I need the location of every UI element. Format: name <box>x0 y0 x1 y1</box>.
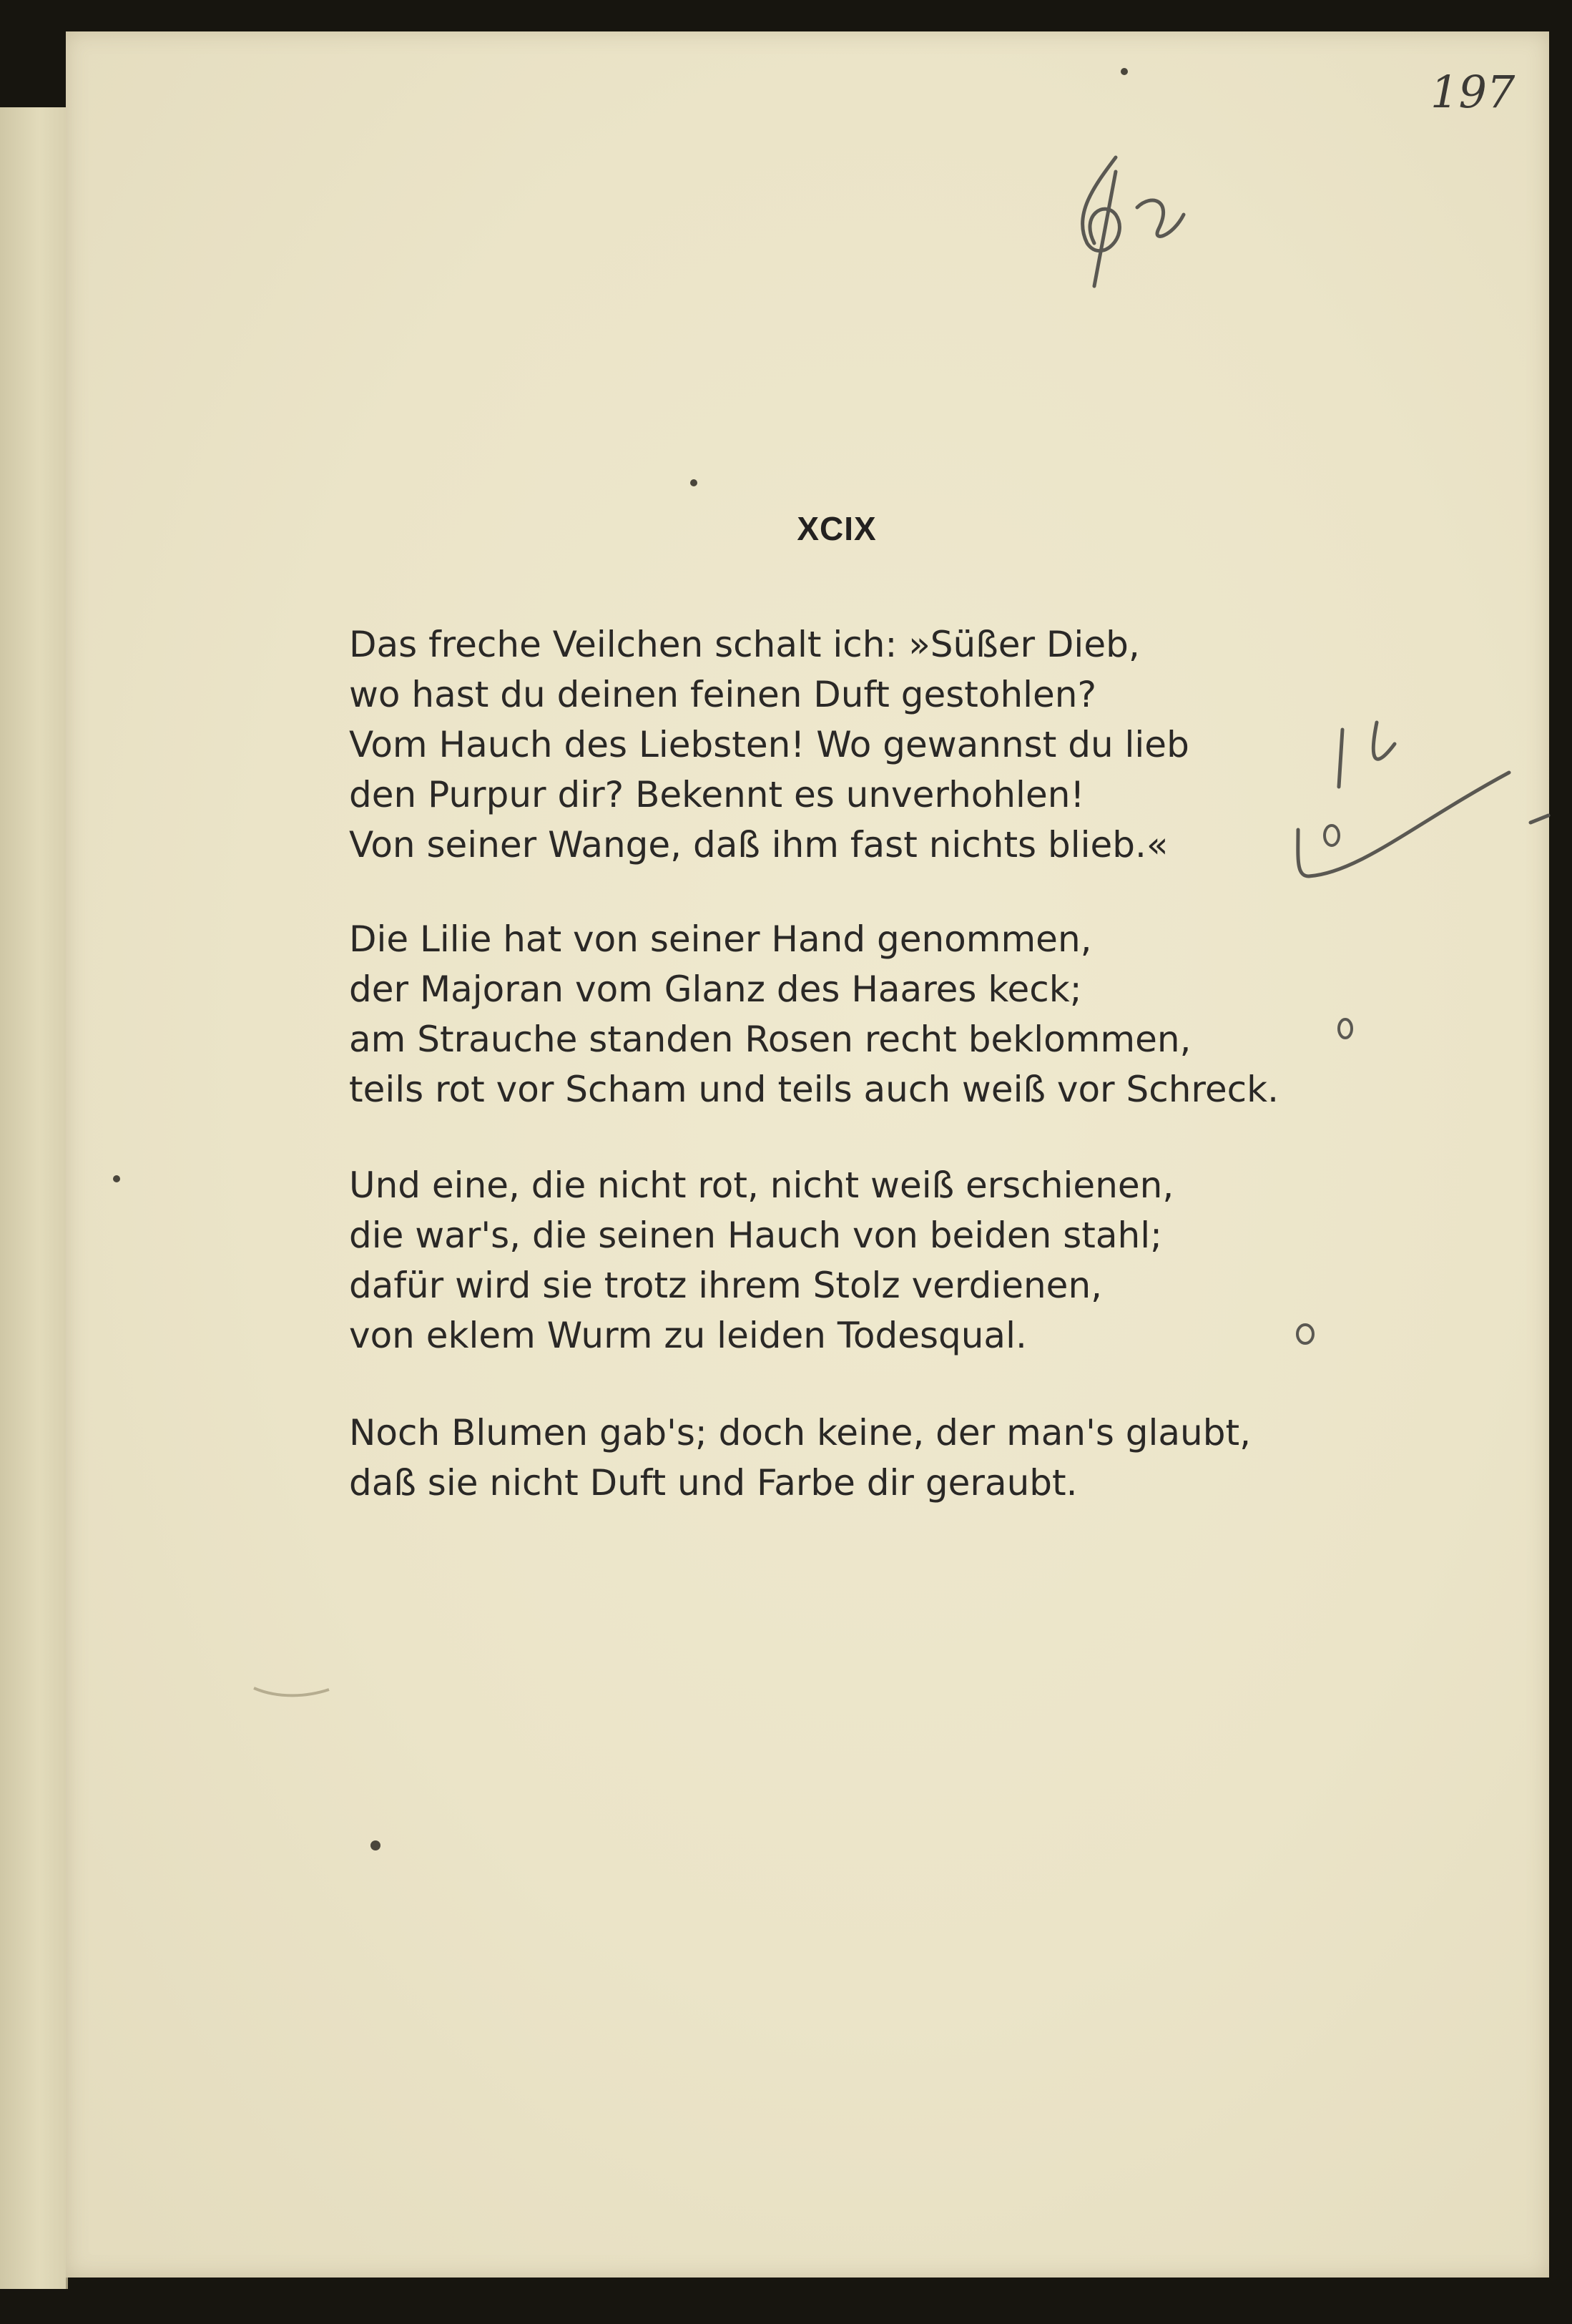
poem-line: Noch Blumen gab's; doch keine, der man's glaubt, <box>349 1412 1251 1453</box>
left-page-edge <box>0 107 68 2289</box>
poem-line: Vom Hauch des Liebsten! Wo gewannst du lieb <box>349 724 1189 765</box>
poem-line: von eklem Wurm zu leiden Todesqual. <box>349 1315 1027 1356</box>
stanza-4 <box>349 1408 1251 1508</box>
poem-line: am Strauche standen Rosen recht beklommen, <box>349 1019 1192 1060</box>
poem-line: Und eine, die nicht rot, nicht weiß erschienen, <box>349 1165 1174 1206</box>
poem-line: Das freche Veilchen schalt ich: »Süßer Dieb, <box>349 624 1140 665</box>
stanza-3 <box>349 1160 1174 1360</box>
poem-line: teils rot vor Scham und teils auch weiß vor Schreck. <box>349 1069 1279 1110</box>
poem-line: daß sie nicht Duft und Farbe dir geraubt. <box>349 1462 1078 1504</box>
stanza-2 <box>349 914 1279 1114</box>
poem-line: dafür wird sie trotz ihrem Stolz verdienen, <box>349 1265 1103 1306</box>
poem-line: wo hast du deinen feinen Duft gestohlen? <box>349 674 1097 715</box>
page-number: 197 <box>1430 66 1515 118</box>
poem-line: der Majoran vom Glanz des Haares keck; <box>349 969 1082 1010</box>
poem-line: die war's, die seinen Hauch von beiden stahl; <box>349 1215 1162 1256</box>
poem-line: Die Lilie hat von seiner Hand genommen, <box>349 918 1092 960</box>
book-page <box>66 31 1549 2278</box>
poem-line: Von seiner Wange, daß ihm fast nichts blieb.« <box>349 824 1169 866</box>
poem-heading: XCIX <box>797 510 877 547</box>
stanza-1 <box>349 619 1189 870</box>
poem-line: den Purpur dir? Bekennt es unverhohlen! <box>349 774 1085 815</box>
